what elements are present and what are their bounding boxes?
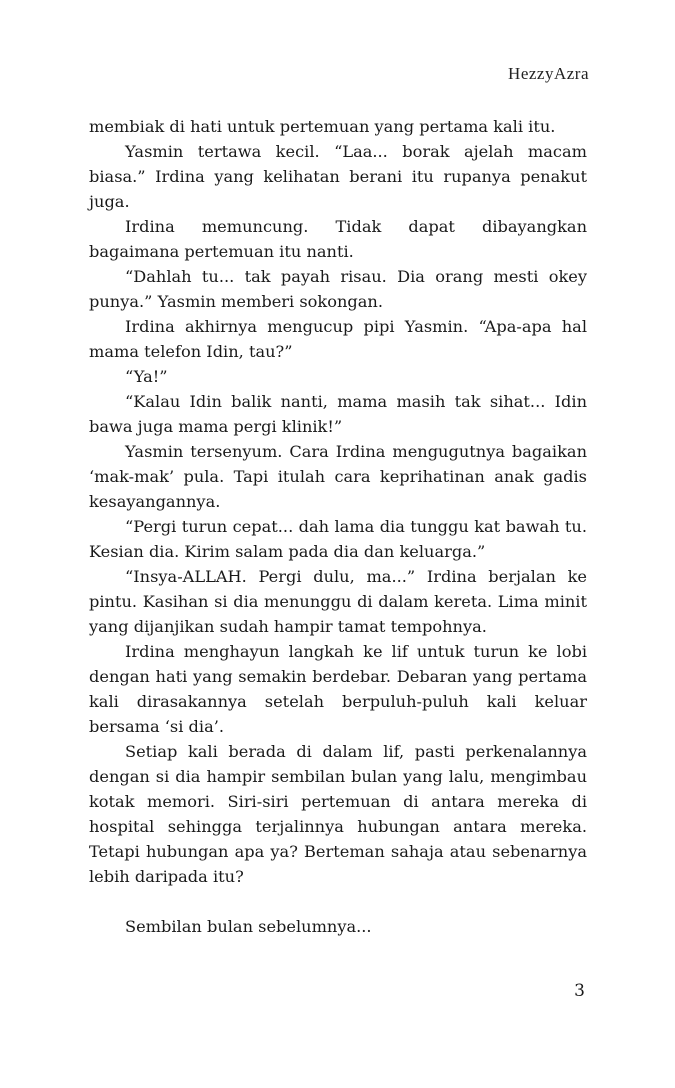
paragraph: “Dahlah tu... tak payah risau. Dia orang mesti okey punya.” Yasmin memberi sokongan. bbox=[89, 267, 587, 311]
paragraph: “Ya!” bbox=[125, 367, 168, 386]
paragraph: “Pergi turun cepat... dah lama dia tunggu kat bawah tu. Kesian dia. Kirim salam pada dia dan keluarga.” bbox=[89, 517, 587, 561]
paragraph: “Kalau Idin balik nanti, mama masih tak sihat... Idin bawa juga mama pergi klinik!” bbox=[89, 392, 587, 436]
paragraph: Yasmin tersenyum. Cara Irdina mengugutnya bagaikan ‘mak-mak’ pula. Tapi itulah cara keprihatinan anak gadis kesayangannya. bbox=[89, 442, 587, 511]
scene-transition: Sembilan bulan sebelumnya... bbox=[125, 917, 372, 936]
paragraph: Irdina menghayun langkah ke lif untuk turun ke lobi dengan hati yang semakin berdebar. Debaran yang pertama kali dirasakannya setelah berpuluh-puluh kali keluar bersama ‘si dia’. bbox=[89, 642, 587, 736]
body-text bbox=[89, 114, 587, 939]
page-number: 3 bbox=[574, 981, 585, 1001]
running-header-author: HezzyAzra bbox=[508, 64, 589, 83]
paragraph: Irdina memuncung. Tidak dapat dibayangkan bagaimana pertemuan itu nanti. bbox=[89, 217, 587, 261]
paragraph: membiak di hati untuk pertemuan yang pertama kali itu. bbox=[89, 117, 556, 136]
paragraph: “Insya-ALLAH. Pergi dulu, ma...” Irdina berjalan ke pintu. Kasihan si dia menunggu di dalam kereta. Lima minit yang dijanjikan sudah hampir tamat tempohnya. bbox=[89, 567, 587, 636]
paragraph: Irdina akhirnya mengucup pipi Yasmin. “Apa-apa hal mama telefon Idin, tau?” bbox=[89, 317, 587, 361]
paragraph: Setiap kali berada di dalam lif, pasti perkenalannya dengan si dia hampir sembilan bulan yang lalu, mengimbau kotak memori. Siri-siri pertemuan di antara mereka di hospital sehingga terjalinnya hubungan antara mereka. Tetapi hubungan apa ya? Berteman sahaja atau sebenarnya lebih daripada itu? bbox=[89, 742, 587, 886]
paragraph: Yasmin tertawa kecil. “Laa... borak ajelah macam biasa.” Irdina yang kelihatan berani itu rupanya penakut juga. bbox=[89, 142, 587, 211]
